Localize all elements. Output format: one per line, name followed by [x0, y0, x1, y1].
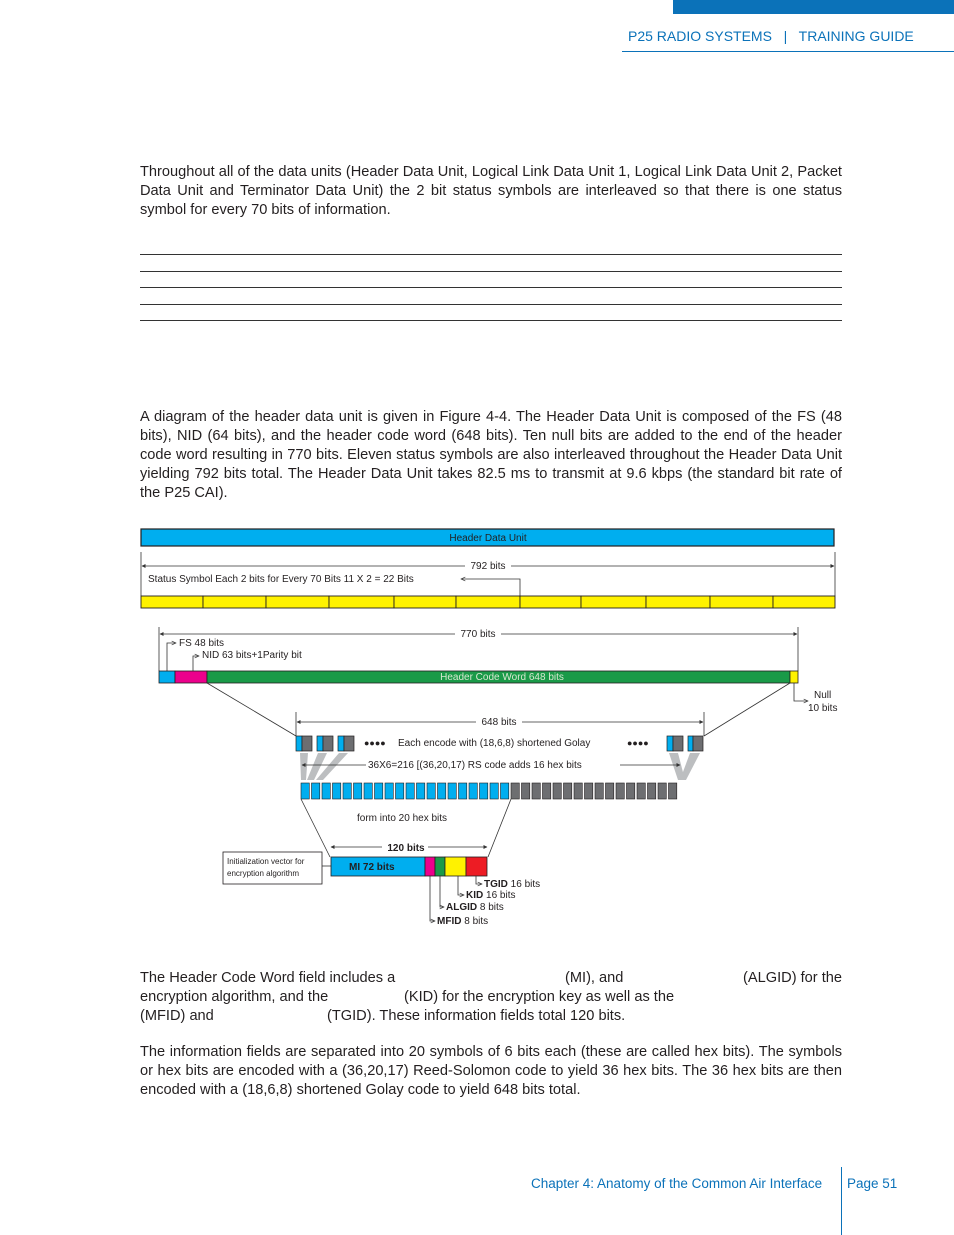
null-segment — [790, 671, 798, 683]
note-line — [140, 320, 842, 321]
mi-label: MI 72 bits — [349, 862, 395, 873]
hex-bit-data-cell — [490, 783, 498, 799]
fs-label: FS 48 bits — [179, 638, 225, 649]
status-segment — [141, 596, 203, 608]
footer-divider — [841, 1167, 842, 1235]
status-arrow — [461, 579, 520, 596]
hex-bit-data-cell — [375, 783, 383, 799]
golay-block — [296, 736, 312, 751]
status-segment — [394, 596, 456, 608]
hex-bit-data-cell — [343, 783, 351, 799]
hex-bit-data-cell — [396, 783, 404, 799]
mfid-label: MFID 8 bits — [437, 916, 489, 927]
rs-label: 36X6=216 [(36,20,17) RS code adds 16 hex bits — [368, 760, 582, 771]
hex-bit-data-cell — [406, 783, 414, 799]
note-line — [140, 287, 842, 288]
p3-segment: (MFID) and — [140, 1008, 214, 1024]
status-segment — [520, 596, 581, 608]
golay-dots-left: ●●●● — [364, 738, 386, 748]
p3-segment: (TGID). These information fields total 120 bits. — [327, 1008, 626, 1024]
golay-block — [317, 736, 333, 751]
golay-block — [667, 736, 683, 751]
p3-segment: (ALGID) for the — [743, 970, 842, 986]
bits-648-label: 648 bits — [481, 717, 517, 728]
tgid-segment — [466, 857, 487, 876]
algid-segment — [435, 857, 445, 876]
fs-arrow — [167, 643, 176, 671]
status-symbol-bar — [141, 596, 835, 608]
hex-bit-parity-cell — [522, 783, 530, 799]
hex-bit-parity-cell — [595, 783, 603, 799]
iv-label-line2: encryption algorithm — [227, 869, 300, 878]
status-symbol-label: Status Symbol Each 2 bits for Every 70 Bits 11 X 2 = 22 Bits — [148, 574, 414, 585]
top-accent-bar — [673, 0, 954, 14]
expansion-line — [301, 799, 330, 857]
status-segment — [646, 596, 710, 608]
hex-bit-parity-cell — [553, 783, 561, 799]
funnel-shape — [680, 753, 700, 780]
form-label: form into 20 hex bits — [357, 813, 448, 824]
status-segment — [203, 596, 266, 608]
mfid-segment — [425, 857, 435, 876]
tgid-arrow — [476, 876, 482, 884]
paragraph-header-code-word — [140, 969, 842, 1026]
algid-arrow — [440, 876, 444, 907]
hex-bit-parity-cell — [648, 783, 656, 799]
header-rule — [622, 51, 954, 52]
hex-bit-data-cell — [354, 783, 362, 799]
status-segment — [329, 596, 394, 608]
hex-bit-data-cell — [480, 783, 488, 799]
hex-bit-parity-cell — [606, 783, 614, 799]
hex-bit-data-cell — [448, 783, 456, 799]
footer-chapter: Chapter 4: Anatomy of the Common Air Interface — [531, 1176, 823, 1191]
hex-bit-parity-cell — [616, 783, 624, 799]
expansion-line — [207, 683, 296, 736]
kid-arrow — [458, 876, 464, 895]
note-line — [140, 304, 842, 305]
bits-792-label: 792 bits — [470, 561, 506, 572]
bits-770-label: 770 bits — [460, 629, 496, 640]
status-segment — [773, 596, 835, 608]
hex-bit-data-cell — [322, 783, 330, 799]
hex-bit-parity-cell — [637, 783, 645, 799]
iv-label-line1: Initialization vector for — [227, 857, 305, 866]
golay-block — [338, 736, 354, 751]
hex-bit-parity-cell — [669, 783, 677, 799]
nid-segment — [175, 671, 207, 683]
kid-label: KID 16 bits — [466, 890, 516, 901]
hex-bit-data-cell — [364, 783, 372, 799]
hex-bit-parity-cell — [532, 783, 540, 799]
hex-bit-parity-cell — [543, 783, 551, 799]
hex-bit-parity-cell — [627, 783, 635, 799]
hex-bit-parity-cell — [585, 783, 593, 799]
hex-bit-data-cell — [427, 783, 435, 799]
expansion-line — [488, 799, 511, 857]
header-data-unit-figure — [0, 520, 954, 940]
status-segment — [456, 596, 520, 608]
tgid-label: TGID 16 bits — [484, 879, 541, 890]
hex-bit-parity-cell — [658, 783, 666, 799]
hex-bit-parity-cell — [511, 783, 519, 799]
nid-label: NID 63 bits+1Parity bit — [202, 650, 302, 661]
p3-segment: (MI), and — [565, 970, 624, 986]
paragraph-header-data-unit: A diagram of the header data unit is given in Figure 4-4. The Header Data Unit is composed of the FS (48 bits), NID (64 bits), and the header code word (648 bits). Ten null bits are added to the end of the header code word resulting in 770 bits. Eleven status symbols are also interleaved throughout the Header Data Unit yielding 792 bits total. The Header Data Unit takes 82.5 ms to transmit at 9.6 kbps (the standard bit rate of the P25 CAI). — [140, 409, 842, 501]
null-label: Null — [814, 690, 832, 701]
p3-segment: The Header Code Word field includes a — [140, 970, 396, 986]
null-arrow — [794, 683, 808, 701]
running-header: P25 RADIO SYSTEMS | TRAINING GUIDE — [628, 28, 914, 44]
footer-page-number: Page 51 — [847, 1176, 898, 1191]
paragraph-status-symbols: Throughout all of the data units (Header Data Unit, Logical Link Data Unit 1, Logical Link Data Unit 2, Packet Data Unit and Terminator Data Unit) the 2 bit status symbols are interleaved so that there is one status symbol for every 70 bits of information. — [140, 164, 842, 218]
null-bits-label: 10 bits — [808, 703, 838, 714]
hex-bit-data-cell — [301, 783, 309, 799]
header-code-word-label: Header Code Word 648 bits — [440, 672, 564, 683]
status-segment — [581, 596, 646, 608]
bits-120-label: 120 bits — [387, 843, 425, 854]
mfid-arrow — [430, 876, 435, 921]
hdu-label: Header Data Unit — [449, 533, 527, 544]
nid-arrow — [193, 656, 199, 671]
hex-bit-data-cell — [469, 783, 477, 799]
expansion-line — [704, 683, 790, 736]
funnel-shape — [300, 753, 308, 780]
hex-bit-parity-cell — [574, 783, 582, 799]
hex-bit-data-cell — [333, 783, 341, 799]
hex-bit-data-cell — [385, 783, 393, 799]
kid-segment — [445, 857, 466, 876]
golay-label: Each encode with (18,6,8) shortened Golay — [398, 738, 591, 749]
fs-segment — [159, 671, 175, 683]
algid-label: ALGID 8 bits — [446, 902, 504, 913]
p3-segment: encryption algorithm, and the — [140, 989, 329, 1005]
paragraph-hex-bits: The information fields are separated into 20 symbols of 6 bits each (these are called hex bits). The symbols or hex bits are encoded with a (36,20,17) Reed-Solomon code to yield 36 hex bits. The 36 hex bits are then encoded with a (18,6,8) shortened Golay code to yield 648 bits total. — [140, 1044, 842, 1098]
status-segment — [710, 596, 773, 608]
hex-bit-data-cell — [438, 783, 446, 799]
p3-segment: (KID) for the encryption key as well as the — [404, 989, 675, 1005]
hex-bit-data-cell — [501, 783, 509, 799]
golay-dots-right: ●●●● — [627, 738, 649, 748]
hex-bit-parity-cell — [564, 783, 572, 799]
note-line — [140, 254, 842, 255]
hex-bits-row — [301, 783, 677, 799]
note-line — [140, 271, 842, 272]
hex-bit-data-cell — [459, 783, 467, 799]
hex-bit-data-cell — [417, 783, 425, 799]
hex-bit-data-cell — [312, 783, 320, 799]
golay-block — [688, 736, 703, 751]
status-segment — [266, 596, 329, 608]
